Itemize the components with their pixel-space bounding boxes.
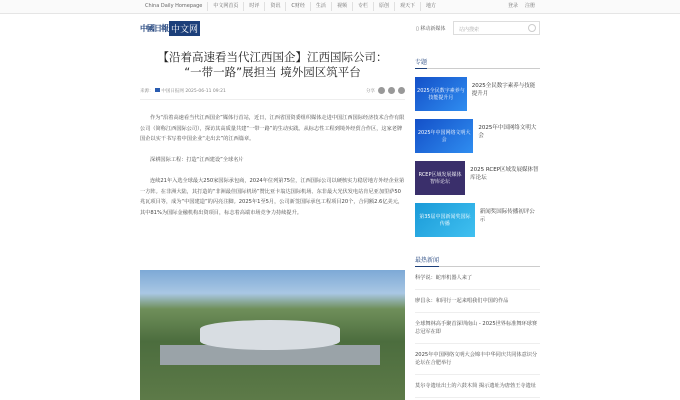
share-weibo-icon[interactable] <box>388 87 395 94</box>
topics-heading: 专题 <box>415 57 540 69</box>
airport-photo <box>140 270 405 400</box>
article-body <box>140 113 405 229</box>
share-wechat-icon[interactable] <box>378 87 385 94</box>
hot-item[interactable]: 全球舞林高手聚首深圳南山 - 2025世界标准舞环球赛总冠军在即 <box>415 313 540 344</box>
source: 中国日报网 <box>161 89 184 94</box>
nav-item[interactable]: 地方 <box>426 3 437 9</box>
hot-item[interactable]: 莫尔寺遗址出土的六鼓木简 揭示遗址为唐勃王寺遗址 <box>415 375 540 398</box>
hot-item[interactable]: 廖昌永：和同行一起来唱我们中国的作品 <box>415 290 540 313</box>
logo[interactable] <box>140 21 200 36</box>
article-meta <box>140 88 405 100</box>
article-title <box>140 50 405 80</box>
title-line-2: “一带一路”展担当 境外园区筑平台 <box>184 65 361 79</box>
share-bar <box>366 87 405 94</box>
nav-item[interactable]: 生活 <box>311 2 332 11</box>
sidebar-topics <box>415 57 540 237</box>
topic-title[interactable]: 2025 RCEP区域发展媒体智库论坛 <box>470 167 539 181</box>
register-link[interactable]: 注册 <box>525 3 536 9</box>
topic-title[interactable]: 2025全民数字素养与技能提升月 <box>471 83 536 97</box>
topic-thumb[interactable]: RCEP区域发展媒体智库论坛 <box>415 161 465 195</box>
search-icon[interactable] <box>528 24 536 32</box>
source-icon <box>155 88 160 92</box>
share-label: 分享 <box>366 88 375 94</box>
topic-item[interactable] <box>415 119 540 153</box>
topic-title[interactable]: 2025年中国网络文明大会 <box>478 125 537 139</box>
paragraph: 作为“沿着高速看当代江西国企”媒体行首站，近日，江西省国资委组织媒体走进中国江西国际经济技术合作有限公司（简称江西国际公司），探访其高质量共建“一带一路”的生动实践。从标志性工程到境外经贸合作区，这家老牌国企以实干书写着中国企业“走出去”的江西篇章。 <box>140 115 405 142</box>
sidebar-hot <box>415 255 540 398</box>
topic-thumb[interactable]: 2025全民数字素养与技能提升月 <box>415 77 467 111</box>
share-more-icon[interactable] <box>398 87 405 94</box>
login-link[interactable]: 登录 <box>508 3 519 9</box>
hot-item[interactable]: 2025年中国网络文明大会锦丰中华同庆共同体意识分论坛在合肥举行 <box>415 344 540 375</box>
logo-cn: 中國日報 <box>140 23 168 33</box>
source-label: 来源： <box>140 89 154 94</box>
nav-item[interactable]: 时评 <box>244 2 265 11</box>
topic-thumb[interactable]: 第35届中国新闻奖国际传播 <box>415 203 475 237</box>
search-input[interactable] <box>453 21 540 35</box>
phone-icon: ▯ <box>416 26 419 32</box>
topic-title[interactable]: 新闻奖国际传播初评公示 <box>479 209 535 223</box>
topic-item[interactable] <box>415 77 540 111</box>
nav-item[interactable]: 资讯 <box>265 2 286 11</box>
nav-item[interactable]: 专栏 <box>353 2 374 11</box>
nav-item[interactable]: 观天下 <box>395 2 421 11</box>
nav-item[interactable]: 中文网首页 <box>208 2 244 11</box>
topic-item[interactable] <box>415 203 540 237</box>
paragraph: 连续21年入选全球最大250家国际承包商，2024年位列第75位，江西国际公司以硬核实力稳居地方外经企业第一方阵。在非洲大陆，其打造的“非洲最佳国际机场”赞比亚卡翁达国际机场、东非最大光伏发电站肯尼亚加里萨50兆瓦项目等，成为“中国建造”的闪亮注脚。2025年1至5月，公司新签国际承包工程项目20个，合同额2.6亿美元，其中81%为国际金融机构出资项目，标志着高端市场竞争力持续提升。 <box>140 178 405 216</box>
nav-item[interactable]: 视频 <box>332 2 353 11</box>
logo-zw: 中文网 <box>169 21 200 36</box>
topic-item[interactable] <box>415 161 540 195</box>
mobile-link[interactable] <box>416 25 445 32</box>
hot-item[interactable]: 科学说：蛇形机器人来了 <box>415 267 540 290</box>
nav-item[interactable]: 原创 <box>374 2 395 11</box>
subheading: 深耕国际工程：打造“江西建设”全球名片 <box>150 157 244 163</box>
top-bar <box>0 0 680 14</box>
top-nav <box>140 2 441 11</box>
terminal <box>200 320 340 350</box>
topic-thumb[interactable]: 2025年中国网络文明大会 <box>415 119 473 153</box>
hot-heading: 最热新闻 <box>415 255 540 267</box>
datetime: 2025-06-11 09:21 <box>185 89 226 94</box>
title-line-1: 【沿着高速看当代江西国企】江西国际公司： <box>157 50 388 64</box>
mobile-label: 移动新媒体 <box>420 26 446 32</box>
nav-item[interactable]: China Daily Homepage <box>140 2 208 11</box>
search-placeholder: 站内搜索 <box>459 27 480 33</box>
nav-item[interactable]: C财经 <box>286 2 311 11</box>
